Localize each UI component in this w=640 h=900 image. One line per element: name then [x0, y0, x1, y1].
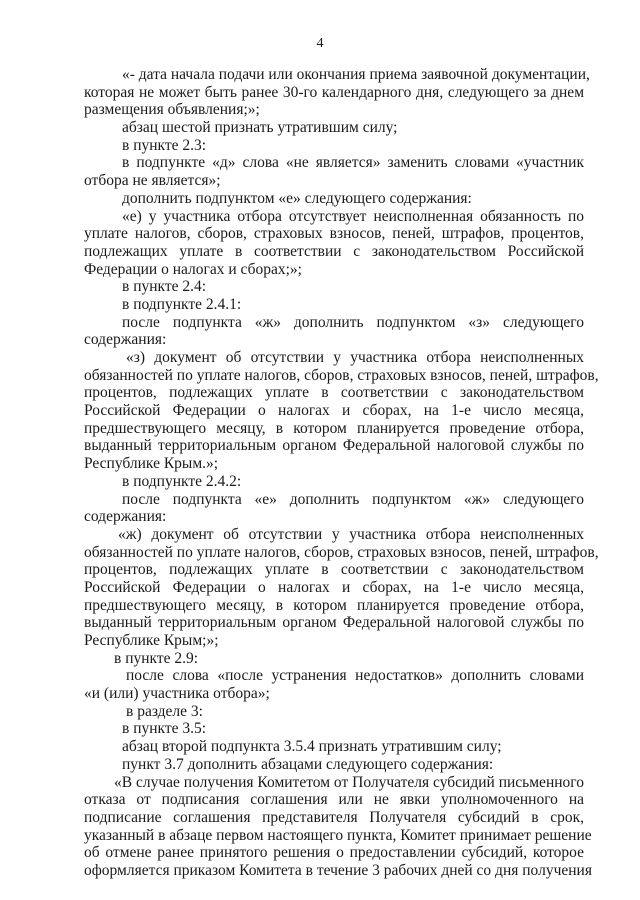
page-number: 4: [316, 36, 324, 51]
text-line: «В случае получения Комитетом от Получателя субсидий письменного: [114, 773, 584, 791]
text-line: после подпункта «е» дополнить подпунктом «ж» следующего: [122, 490, 584, 508]
text-line: абзац второй подпункта 3.5.4 признать утратившим силу;: [122, 738, 502, 756]
text-line: выданный территориальным органом Федеральной налоговой службы по: [84, 614, 584, 632]
text-line: в подпункте 2.4.1:: [122, 295, 242, 313]
text-line: «ж) документ об отсутствии у участника отбора неисполненных: [118, 525, 584, 543]
text-line: подлежащих уплате в соответствии с законодательством Российской: [84, 242, 584, 260]
text-line: в пункте 3.5:: [122, 720, 207, 738]
text-line: в разделе 3:: [126, 702, 203, 720]
text-line: Российской Федерации о налогах и сборах, на 1-е число месяца,: [84, 578, 584, 596]
text-line: Российской Федерации о налогах и сборах, на 1-е число месяца,: [84, 402, 584, 420]
text-line: размещения объявления;»;: [84, 101, 260, 119]
text-line: процентов, подлежащих уплате в соответствии с законодательством: [84, 561, 584, 579]
text-line: предшествующего месяцу, в котором планируется проведение отбора,: [84, 419, 584, 437]
text-line: обязанностей по уплате налогов, сборов, страховых взносов, пеней, штрафов,: [84, 366, 599, 384]
text-line: в подпункте 2.4.2:: [122, 472, 242, 490]
text-line: содержания:: [84, 331, 167, 349]
text-line: абзац шестой признать утратившим силу;: [122, 119, 398, 137]
text-line: «- дата начала подачи или окончания приема заявочной документации,: [122, 66, 590, 83]
text-line: «е) у участника отбора отсутствует неисполненная обязанность по: [122, 207, 584, 225]
text-line: которая не может быть ранее 30-го календарного дня, следующего за днем: [84, 83, 584, 101]
text-line: выданный территориальным органом Федеральной налоговой службы по: [84, 437, 584, 455]
text-line: подписание соглашения представителя Получателя субсидий в срок,: [84, 808, 584, 826]
text-line: после слова «после устранения недостатков» дополнить словами: [126, 667, 584, 685]
text-line: в пункте 2.4:: [122, 278, 207, 296]
text-line: дополнить подпунктом «е» следующего содержания:: [122, 189, 472, 207]
text-line: уплате налогов, сборов, страховых взносов, пеней, штрафов, процентов,: [84, 225, 584, 243]
text-line: указанный в абзаце первом настоящего пункта, Комитет принимает решение: [84, 826, 592, 844]
document-body: [84, 66, 599, 880]
text-line: предшествующего месяцу, в котором планируется проведение отбора,: [84, 596, 584, 614]
text-line: в пункте 2.3:: [122, 136, 207, 154]
text-line: Республике Крым.»;: [84, 455, 219, 473]
text-line: отбора не является»;: [84, 172, 221, 190]
text-line: после подпункта «ж» дополнить подпунктом «з» следующего: [122, 313, 584, 331]
text-line: пункт 3.7 дополнить абзацами следующего содержания:: [122, 755, 494, 773]
text-line: в пункте 2.9:: [114, 649, 199, 667]
text-line: «з) документ об отсутствии у участника отбора неисполненных: [126, 349, 584, 366]
text-line: Федерации о налогах и сборах;»;: [84, 260, 302, 278]
text-line: оформляется приказом Комитета в течение 3 рабочих дней со дня получения: [84, 861, 592, 879]
text-line: содержания:: [84, 508, 167, 526]
text-line: в подпункте «д» слова «не является» заменить словами «участник: [122, 154, 584, 172]
text-line: об отмене ранее принятого решения о предоставлении субсидий, которое: [84, 844, 584, 862]
text-line: Республике Крым;»;: [84, 632, 219, 649]
text-line: отказа от подписания соглашения или не явки уполномоченного на: [84, 791, 584, 809]
text-line: процентов, подлежащих уплате в соответствии с законодательством: [84, 384, 584, 402]
text-line: «и (или) участника отбора»;: [84, 685, 270, 703]
text-line: обязанностей по уплате налогов, сборов, страховых взносов, пеней, штрафов,: [84, 543, 599, 561]
